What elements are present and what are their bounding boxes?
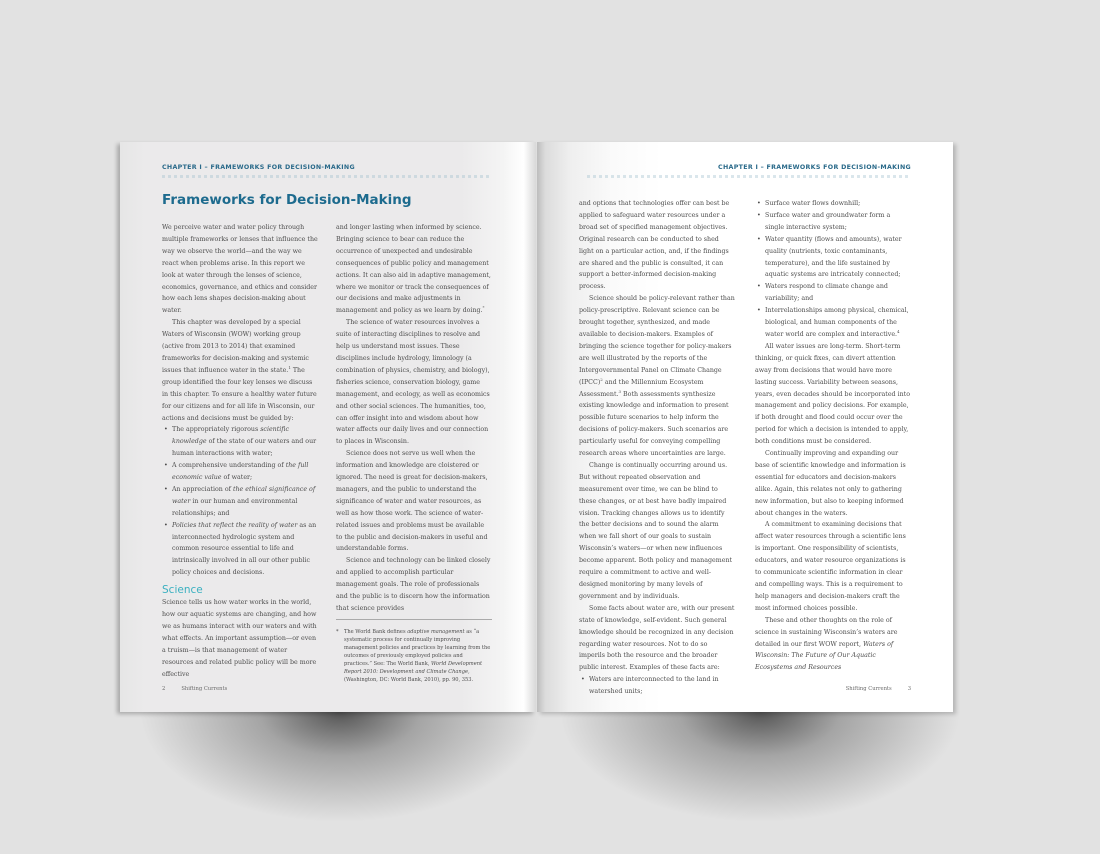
running-head: CHAPTER I – FRAMEWORKS FOR DECISION-MAKING [718,164,911,171]
facts-list [579,674,735,698]
list-item: • A comprehensive understanding of the full economic value of water; [172,460,318,484]
right-column-1 [579,198,735,698]
paragraph: Change is continually occurring around us. But without repeated observation and measurement over time, we can be blind to these changes, or at best have badly impaired vision. Tracking changes allows us to identify the better decisions and to sound the alarm when we fall short of our goals to sustain Wisconsin’s waters—or when new influences become apparent. Both policy and management require a commitment to active and well-designed monitoring by many levels of government and by individuals. [579,461,733,600]
facts-list-continued [755,198,911,341]
page-title: Frameworks for Decision-Making [162,192,412,208]
paragraph: Science and technology can be linked closely and applied to accomplish particular management goals. The role of professionals and the public is to discern how the information that science provides [336,557,491,612]
paragraph: This chapter was developed by a special Waters of Wisconsin (WOW) working group (active from 2013 to 2014) that examined frameworks for decision-making and systemic issues that influence water in the state.$^1$ The group identified the four key lenses we discuss in this chapter. To ensure a healthy water future for our citizens and for all life in Wisconsin, our actions and decisions must be guided by: [162,319,317,422]
paragraph: and options that technologies offer can best be applied to safeguard water resources under a broad set of specified management objectives. Original research can be conducted to shed light on a particular action, and, if the findings are shared and the public is consulted, it can support a better-informed decision-making process. [579,200,730,291]
paragraph: We perceive water and water policy through multiple frameworks or lenses that influence the way we observe the world—and the way we react when problems arise. In this report we look at water through the lenses of science, economics, governance, and ethics and consider how each lens shapes decision-making about water. [162,224,318,315]
paragraph: All water issues are long-term. Short-term thinking, or quick fixes, can divert attention away from decisions that would have more lasting success. Variability between seasons, years, even decades should be incorporated into management and policy decisions. For example, if both drought and flood could occur over the period for which a decision is intended to apply, both conditions must be considered. [755,342,910,446]
book-shadow-left [140,712,540,822]
page-footer [846,686,911,692]
right-page [537,142,953,712]
page-footer [162,686,227,692]
list-item: • The appropriately rigorous scientific knowledge of the state of our waters and our human interactions with water; [172,424,318,460]
list-item: • Waters respond to climate change and variability; and [765,281,911,305]
paragraph: Science tells us how water works in the world, how our aquatic systems are changing, and how we as humans interact with our waters and with what effects. An important assumption—or even a truism—is that management of water resources and related public policy will be more effective [162,599,317,678]
footnote-divider [336,619,492,684]
publication-name: Shifting Currents [845,686,892,692]
book-shadow-right [560,712,960,822]
header-wave-rule [162,175,492,178]
list-item: • Policies that reflect the reality of water as an interconnected hydrologic system and common resource essential to life and intrinsically involved in all our other public policy choices and decisions. [172,520,318,580]
paragraph: Science does not serve us well when the information and knowledge are cloistered or ignored. The need is great for decision-makers, managers, and the public to understand the significance of water and water resources, as well as how those work. The science of water-related issues and problems must be available to the public and decision-makers in useful and understandable forms. [336,450,488,553]
left-column-2 [336,222,492,684]
paragraph: Continually improving and expanding our base of scientific knowledge and information is essential for educators and decision-makers alike. Again, this relates not only to gathering new information, but also to keeping informed about changes in the waters. [755,450,906,517]
page-number: 3 [907,686,911,692]
left-page [120,142,536,712]
list-item: • Interrelationships among physical, chemical, biological, and human components of the water world are complex and interactive.$^4$ [765,305,911,341]
paragraph: The science of water resources involves a suite of interacting disciplines to resolve and help us understand most issues. These disciplines include hydrology, limnology (a combination of physics, chemistry, and biology), fisheries science, conservation biology, game management, and ecology, as well as economics and other social sciences. The humanities, too, can offer insight into and wisdom about how water affects our daily lives and our connection to places in Wisconsin. [336,319,490,446]
left-column-1 [162,222,318,681]
footnote: * The World Bank defines adaptive management as “a systematic process for continually improving management policies and practices by learning from the outcomes of previously employed policies and practices.” See: The World Bank, World Development Report 2010: Development and Climate Change, (Washington, DC: World Bank, 2010), pp. 90, 353. [336,628,491,683]
guidance-list [162,424,318,579]
publication-name: Shifting Currents [181,686,228,692]
book-spread [120,142,953,712]
paragraph: Some facts about water are, with our present state of knowledge, self-evident. Such general knowledge should be recognized in any decision regarding water resources. Not to do so imperils both the resource and the broader public interest. Examples of these facts are: [579,604,735,672]
paragraph: A commitment to examining decisions that affect water resources through a scientific lens is important. One responsibility of scientists, educators, and water resource organizations is to communicate scientific information in clear and compelling ways. This is a requirement to help managers and decision-makers craft the most informed choices possible. [755,521,906,612]
list-item: • Surface water flows downhill; [765,198,911,210]
paragraph: Science should be policy-relevant rather than policy-prescriptive. Relevant science can be brought together, synthesized, and made available to decision-makers. Examples of bringing the science together for policy-makers are well illustrated by the reports of the Intergovernmental Panel on Climate Change (IPCC)$^2$ and the Millennium Ecosystem Assessment.$^3$ Both assessments synthesize existing knowledge and information to present possible future scenarios to help inform the decisions of policy-makers. Such scenarios are particularly useful for conveying compelling research areas where uncertainties are large. [579,295,735,458]
running-head: CHAPTER I – FRAMEWORKS FOR DECISION-MAKING [162,164,355,171]
list-item: • Waters are interconnected to the land in watershed units; [589,674,735,698]
list-item: • An appreciation of the ethical significance of water in our human and environmental relationships; and [172,484,318,520]
right-column-2 [755,198,911,674]
paragraph: These and other thoughts on the role of science in sustaining Wisconsin’s waters are detailed in our first WOW report, Waters of Wisconsin: The Future of Our Aquatic Ecosystems and Resources [755,616,898,672]
list-item: • Water quantity (flows and amounts), water quality (nutrients, toxic contaminants, temperature), and the life sustained by aquatic systems are intricately connected; [765,234,911,282]
paragraph: and longer lasting when informed by science. Bringing science to bear can reduce the occurrence of unexpected and undesirable consequences of public policy and management actions. It can also aid in adaptive management, where we monitor or track the consequences of our decisions and make adjustments in management and policy as we learn by doing.* [336,224,491,315]
section-heading-science: Science [162,584,203,597]
page-number: 2 [162,686,166,692]
header-wave-rule [587,175,909,178]
list-item: • Surface water and groundwater form a single interactive system; [765,210,911,234]
